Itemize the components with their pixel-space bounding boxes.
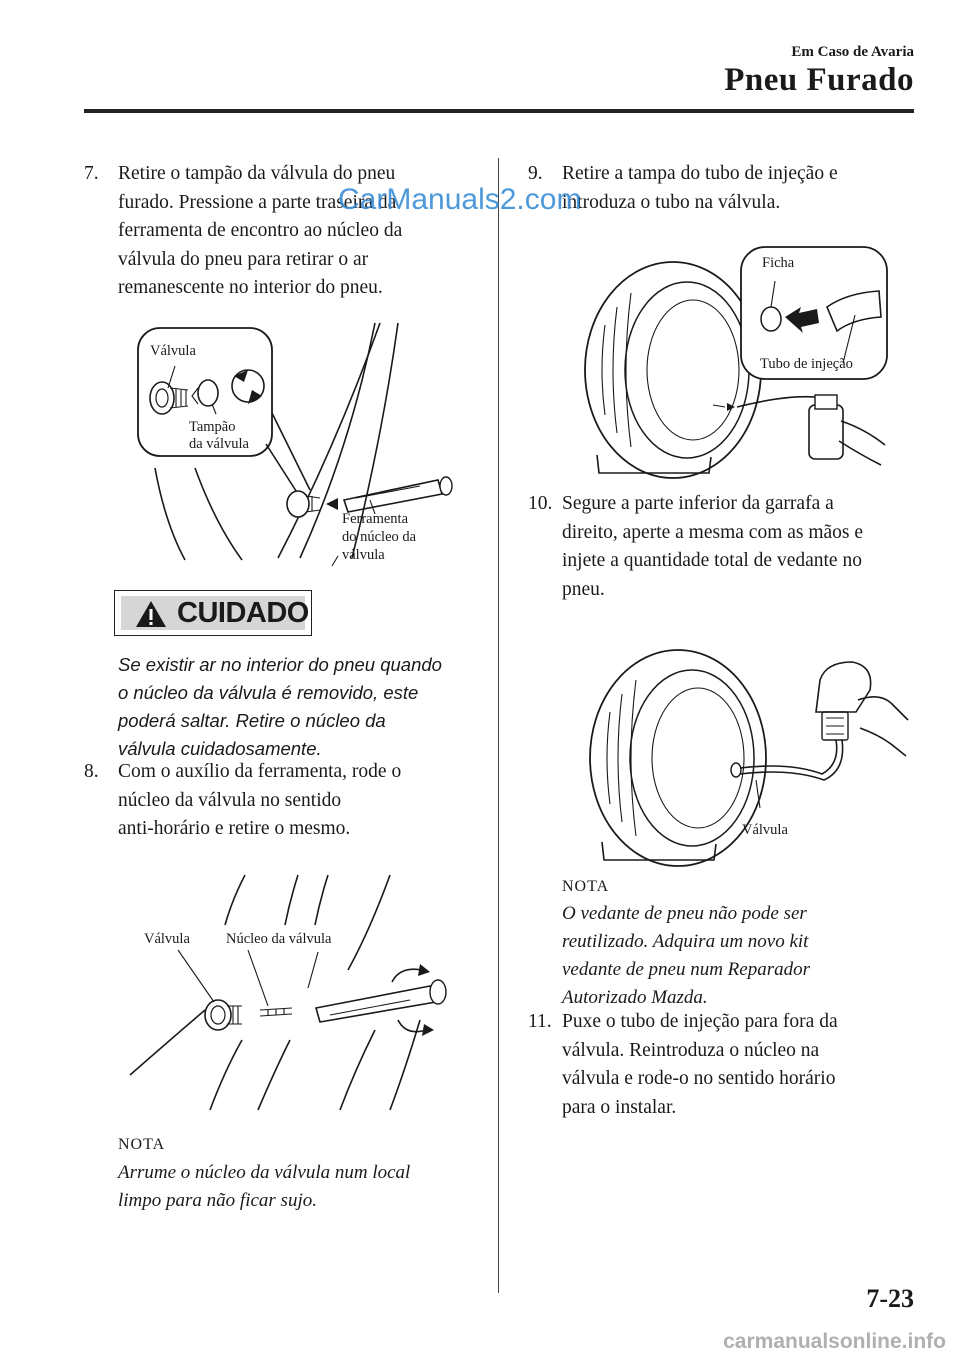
caution-title: CUIDADO bbox=[177, 597, 309, 629]
step-line: Com o auxílio da ferramenta, rode o bbox=[118, 761, 402, 782]
header-rule bbox=[84, 109, 914, 113]
step-line: furado. Pressione a parte traseira da bbox=[118, 191, 397, 213]
step-line: anti-horário e retire o mesmo. bbox=[118, 818, 351, 839]
step-line: núcleo da válvula no sentido bbox=[118, 789, 342, 811]
step-10 bbox=[528, 490, 938, 604]
step-8 bbox=[84, 758, 494, 844]
step-9 bbox=[528, 160, 928, 217]
label-tool-line2: do núcleo da bbox=[342, 529, 417, 545]
step-line: Segure a parte inferior da garrafa a bbox=[562, 493, 834, 514]
note-line: reutilizado. Adquira um novo kit bbox=[562, 931, 809, 952]
page-number: 7-23 bbox=[866, 1284, 914, 1313]
step-line: Retire o tampão da válvula do pneu bbox=[118, 163, 396, 184]
caution-line: Se existir ar no interior do pneu quando bbox=[118, 654, 442, 675]
step-line: para o instalar. bbox=[562, 1096, 677, 1118]
caution-text bbox=[118, 651, 478, 763]
step-line: ferramenta de encontro ao núcleo da bbox=[118, 220, 403, 241]
label-cap-line2: da válvula bbox=[189, 436, 249, 452]
label-cap-line1: Tampão bbox=[189, 419, 236, 435]
step-line: Puxe o tubo de injeção para fora da bbox=[562, 1011, 838, 1032]
step-number: 9. bbox=[528, 163, 543, 184]
caution-line: válvula cuidadosamente. bbox=[118, 738, 322, 759]
note-line: O vedante de pneu não pode ser bbox=[562, 903, 807, 924]
label-valve-core: Núcleo da válvula bbox=[226, 931, 332, 947]
note-text bbox=[118, 1159, 488, 1215]
step-11 bbox=[528, 1008, 938, 1122]
chapter-title: Pneu Furado bbox=[724, 62, 914, 98]
note-line: vedante de pneu num Reparador bbox=[562, 959, 810, 980]
figure-valve-core-removal bbox=[130, 870, 460, 1115]
step-line: pneu. bbox=[562, 578, 605, 600]
label-plug: Ficha bbox=[762, 255, 795, 271]
step-line: direito, aperte a mesma com as mãos e bbox=[562, 521, 864, 543]
note-line: limpo para não ficar sujo. bbox=[118, 1190, 317, 1211]
step-number: 8. bbox=[84, 761, 99, 782]
note-text bbox=[562, 900, 922, 1012]
label-valve: Válvula bbox=[150, 343, 196, 359]
label-injection-tube: Tubo de injeção bbox=[760, 356, 853, 372]
step-line: remanescente no interior do pneu. bbox=[118, 277, 383, 298]
section-title: Em Caso de Avaria bbox=[791, 44, 914, 60]
step-number: 7. bbox=[84, 163, 99, 184]
note-line: Arrume o núcleo da válvula num local bbox=[118, 1162, 411, 1183]
footer-url[interactable]: carmanualsonline.info bbox=[723, 1330, 946, 1353]
watermark: CarManuals2.com bbox=[338, 183, 582, 216]
warning-icon bbox=[135, 599, 167, 629]
label-tool-line1: Ferramenta bbox=[342, 511, 409, 527]
step-line: válvula do pneu para retirar o ar bbox=[118, 248, 369, 270]
label-tool-line3: válvula bbox=[342, 547, 385, 563]
step-line: válvula e rode-o no sentido horário bbox=[562, 1068, 836, 1089]
step-line: Retire a tampa do tubo de injeção e bbox=[562, 163, 838, 184]
step-line: introduza o tubo na válvula. bbox=[562, 191, 781, 213]
step-line: válvula. Reintroduza o núcleo na bbox=[562, 1039, 820, 1061]
step-number: 11. bbox=[528, 1011, 552, 1032]
note-title: NOTA bbox=[118, 1136, 166, 1153]
note-title: NOTA bbox=[562, 878, 610, 895]
step-line: injete a quantidade total de vedante no bbox=[562, 550, 862, 571]
column-divider bbox=[498, 158, 499, 1293]
label-valve: Válvula bbox=[144, 931, 190, 947]
step-7 bbox=[84, 160, 494, 303]
figure-tube-insertion bbox=[585, 245, 905, 480]
caution-line: o núcleo da válvula é removido, este bbox=[118, 682, 419, 703]
label-valve: Válvula bbox=[742, 822, 788, 838]
note-line: Autorizado Mazda. bbox=[562, 987, 708, 1008]
caution-line: poderá saltar. Retire o núcleo da bbox=[118, 710, 386, 731]
caution-box bbox=[114, 590, 312, 636]
step-number: 10. bbox=[528, 493, 553, 514]
